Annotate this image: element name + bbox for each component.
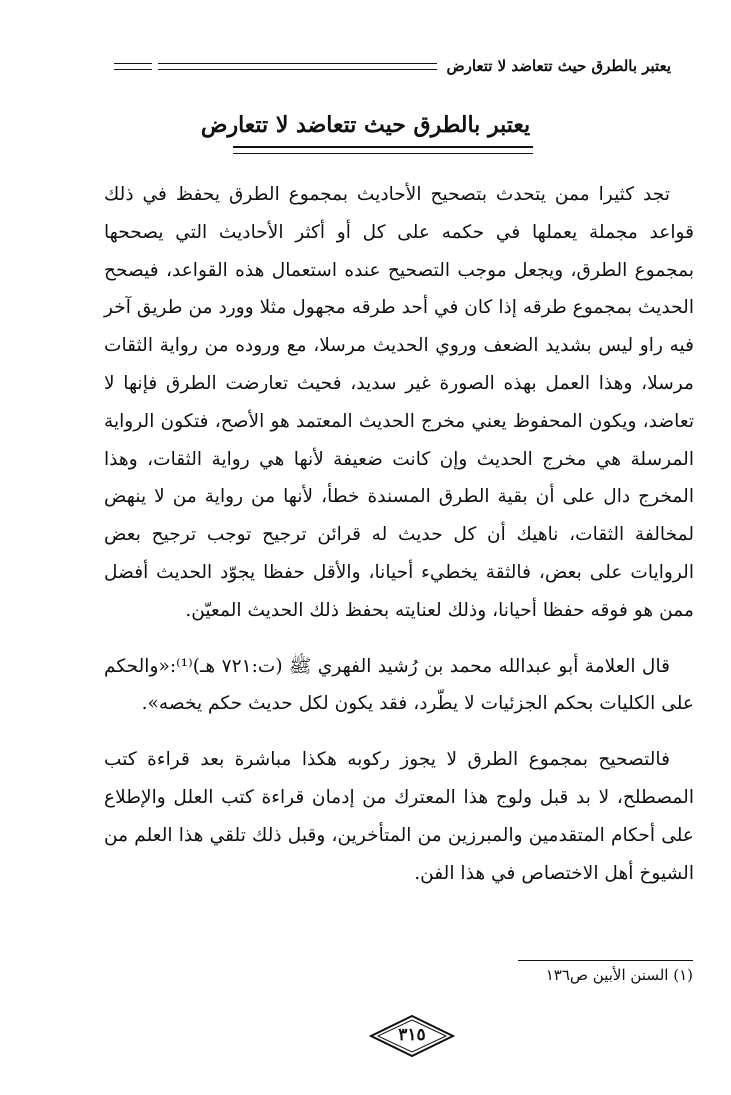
running-header-title: يعتبر بالطرق حيث تتعاضد لا تتعارض <box>446 57 671 75</box>
page-number: ٣١٥ <box>398 1025 426 1045</box>
paragraph-2-quote: قال العلامة أبو عبدالله محمد بن رُشيد الفهري ﷺ (ت:٧٢١ هـ)⁽¹⁾:«والحكم على الكليات بحكم الجزئيات لا يطّرد، فقد يكون لكل حديث حكم يخصه». <box>104 655 694 715</box>
running-header-end-bar <box>114 63 152 70</box>
footnote: (١) السنن الأبين ص١٣٦ <box>545 966 693 984</box>
footnote-separator <box>518 960 693 961</box>
section-title: يعتبر بالطرق حيث تتعاضد لا تتعارض <box>200 112 531 138</box>
running-header <box>114 52 681 80</box>
page-number-ornament <box>367 1014 457 1058</box>
main-body-text <box>104 176 694 892</box>
section-title-underline <box>233 146 533 154</box>
paragraph-3: فالتصحيح بمجموع الطرق لا يجوز ركوبه هكذا مباشرة بعد قراءة كتب المصطلح، لا بد قبل ولوج هذا المعترك من إدمان قراءة كتب العلل والإطلاع على أحكام المتقدمين والمبرزين من المتأخرين، وقبل ذلك تلقي هذا العلم من الشيوخ أهل الاختصاص في هذا الفن. <box>104 749 694 884</box>
running-header-rule <box>158 63 437 70</box>
paragraph-1: تجد كثيرا ممن يتحدث بتصحيح الأحاديث بمجموع الطرق يحفظ في ذلك قواعد مجملة يعملها في حكمه على كل أو أكثر الأحاديث التي يصححها بمجموع الطرق، ويجعل موجب التصحيح عنده استعمال هذه القواعد، فيصحح الحديث بمجموع طرقه إذا كان في أحد طرقه مجهول مثلا وورد من طريق آخر فيه راو ليس بشديد الضعف وروي الحديث مرسلا، مع وروده من رواية الثقات مرسلا، وهذا العمل بهذه الصورة غير سديد، فحيث تعارضت الطرق فإنها لا تعاضد، ويكون المحفوظ يعني مخرج الحديث المعتمد هو الأصح، فتكون الرواية المرسلة هي مخرج الحديث وإن كانت ضعيفة لأنها هي رواية الثقات، وهذا المخرج دال على أن بقية الطرق المسندة خطأ، لأنها من رواية من لا ينهض لمخالفة الثقات، ناهيك أن كل حديث له قرائن ترجيح توجب ترجيح بعض الروايات على بعض، فالثقة يخطيء أحيانا، والأقل حفظا يجوّد الحديث أفضل ممن هو فوقه حفظا أحيانا، وذلك لعنايته بحفظ ذلك الحديث المعيّن. <box>104 184 694 621</box>
